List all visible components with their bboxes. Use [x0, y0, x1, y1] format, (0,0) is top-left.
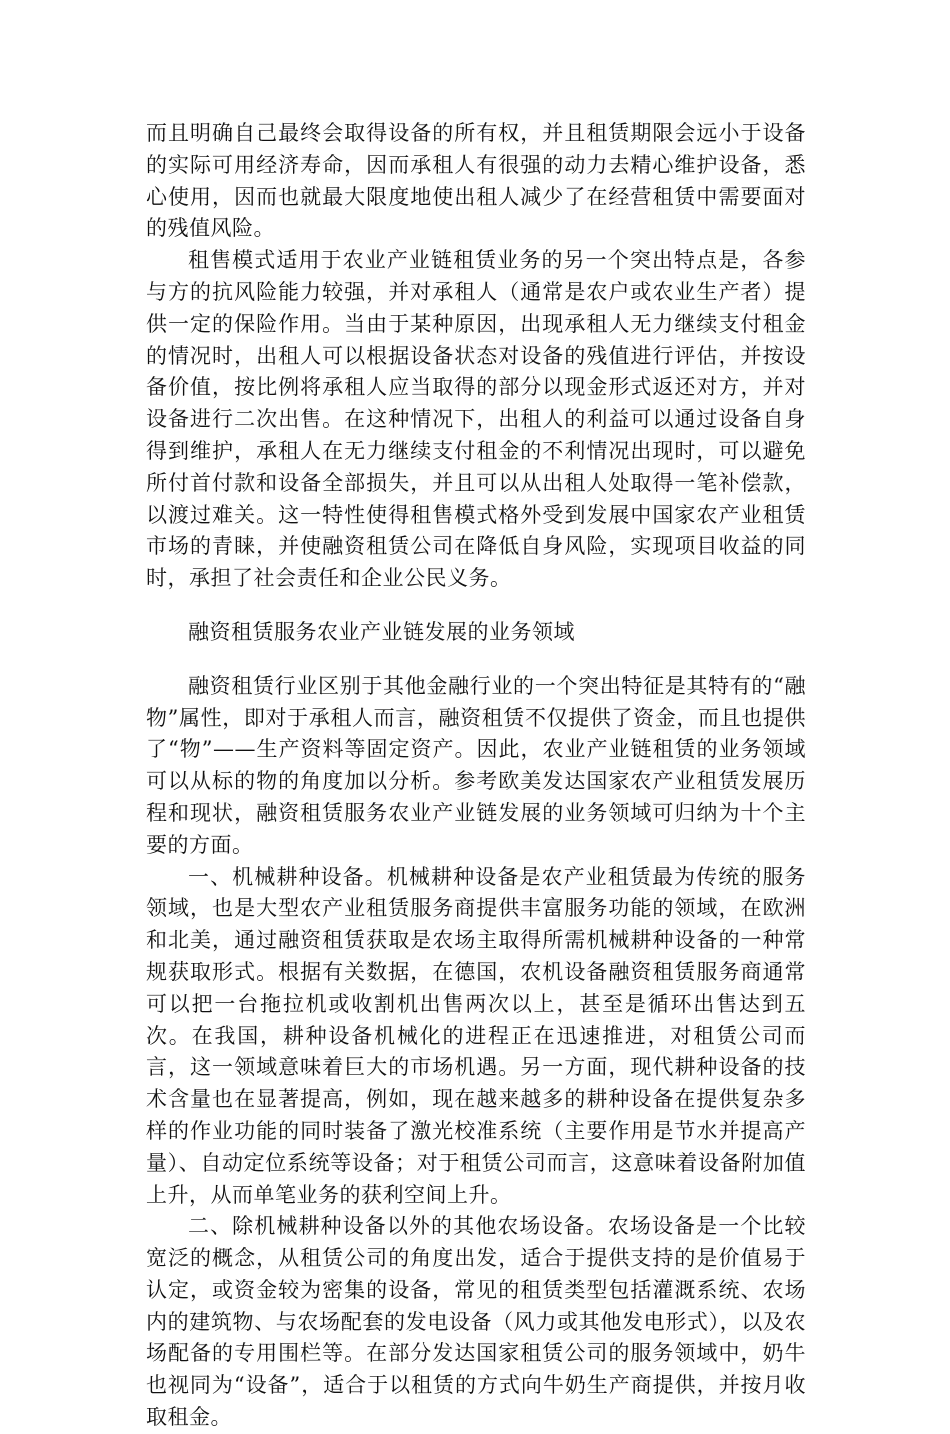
paragraph-5: 二、除机械耕种设备以外的其他农场设备。农场设备是一个比较宽泛的概念，从租赁公司的角度出发，适合于提供支持的是价值易于认定，或资金较为密集的设备，常见的租赁类型包括灌溉系统、农场内的建筑物、与农场配套的发电设备（风力或其他发电形式），以及农场配备的专用围栏等。在部分发达国家租赁公司的服务领域中，奶牛也视同为“设备”，适合于以租赁的方式向牛奶生产商提供，并按月收取租金。: [146, 1214, 806, 1430]
paragraph-4: 一、机械耕种设备。机械耕种设备是农产业租赁最为传统的服务领域，也是大型农产业租赁服务商提供丰富服务功能的领域，在欧洲和北美，通过融资租赁获取是农场主取得所需机械耕种设备的一种常规获取形式。根据有关数据，在德国，农机设备融资租赁服务商通常可以把一台拖拉机或收割机出售两次以上，甚至是循环出售达到五次。在我国，耕种设备机械化的进程正在迅速推进，对租赁公司而言，这一领域意味着巨大的市场机遇。另一方面，现代耕种设备的技术含量也在显著提高，例如，现在越来越多的耕种设备在提供复杂多样的作业功能的同时装备了激光校准系统（主要作用是节水并提高产量）、自动定位系统等设备；对于租赁公司而言，这意味着设备附加值上升，从而单笔业务的获利空间上升。: [146, 864, 806, 1207]
spacer: [146, 595, 806, 617]
section-heading: 融资租赁服务农业产业链发展的业务领域: [188, 619, 575, 644]
paragraph-3: 融资租赁行业区别于其他金融行业的一个突出特征是其特有的“融物”属性，即对于承租人而言，融资租赁不仅提供了资金，而且也提供了“物”——生产资料等固定资产。因此，农业产业链租赁的业务领域可以从标的物的角度加以分析。参考欧美发达国家农产业租赁发展历程和现状，融资租赁服务农业产业链发展的业务领域可归纳为十个主要的方面。: [146, 673, 806, 857]
document-body: [146, 118, 806, 1434]
paragraph-1: 而且明确自己最终会取得设备的所有权，并且租赁期限会远小于设备的实际可用经济寿命，因而承租人有很强的动力去精心维护设备，悉心使用，因而也就最大限度地使出租人减少了在经营租赁中需要面对的残值风险。: [146, 121, 806, 241]
paragraph-2: 租售模式适用于农业产业链租赁业务的另一个突出特点是，各参与方的抗风险能力较强，并对承租人（通常是农户或农业生产者）提供一定的保险作用。当由于某种原因，出现承租人无力继续支付租金的情况时，出租人可以根据设备状态对设备的残值进行评估，并按设备价值，按比例将承租人应当取得的部分以现金形式返还对方，并对设备进行二次出售。在这种情况下，出租人的利益可以通过设备自身得到维护，承租人在无力继续支付租金的不利情况出现时，可以避免所付首付款和设备全部损失，并且可以从出租人处取得一笔补偿款，以渡过难关。这一特性使得租售模式格外受到发展中国家农产业租赁市场的青睐，并使融资租赁公司在降低自身风险，实现项目收益的同时，承担了社会责任和企业公民义务。: [146, 248, 806, 591]
spacer: [146, 649, 806, 671]
